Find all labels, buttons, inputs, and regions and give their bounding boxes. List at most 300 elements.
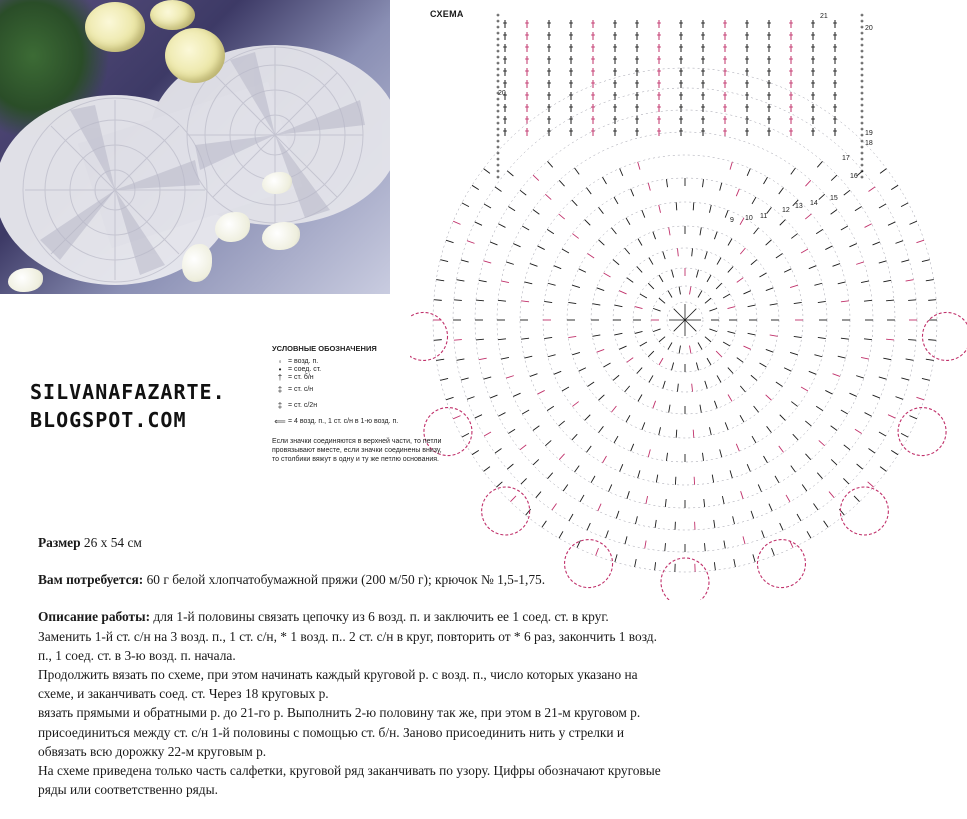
- stitch-mark: [588, 254, 595, 259]
- size-label: Размер: [38, 535, 81, 550]
- stitch-mark: [814, 283, 822, 285]
- stitch-mark: [614, 197, 618, 204]
- stitch-mark: [752, 436, 756, 443]
- stitch-mark: [615, 333, 623, 335]
- stitch-mark: [720, 183, 722, 191]
- stitch-mark: [547, 161, 552, 167]
- stitch-mark: [614, 436, 618, 443]
- stitch-mark: [728, 394, 732, 401]
- stitch-mark: [764, 177, 768, 184]
- stitch-mark: [457, 359, 465, 360]
- stitch-mark: [659, 205, 661, 213]
- stitch-mark: [479, 280, 487, 282]
- stitch-mark: [677, 384, 678, 392]
- stitch-mark: [646, 496, 648, 504]
- stitch-mark: [752, 197, 756, 204]
- stitch-mark: [784, 269, 791, 272]
- stitch-mark: [883, 280, 891, 282]
- stitch-mark: [879, 377, 887, 379]
- stitch-mark: [676, 430, 677, 438]
- chain-mark: [861, 134, 863, 136]
- stitch-mark: [857, 464, 863, 469]
- chain-mark: [861, 50, 863, 52]
- stitch-mark: [638, 162, 640, 170]
- stitch-mark: [533, 459, 539, 465]
- rose: [85, 2, 145, 52]
- stitch-mark: [928, 340, 936, 341]
- stitch-mark: [457, 280, 465, 281]
- crochet-chart: [410, 0, 967, 600]
- stitch-mark: [538, 246, 545, 250]
- stitch-mark: [559, 180, 564, 186]
- stitch-mark: [819, 194, 825, 199]
- stitch-mark: [559, 421, 565, 426]
- chain-mark: [861, 98, 863, 100]
- chain-mark: [861, 86, 863, 88]
- stitch-mark: [615, 305, 623, 307]
- stitch-mark: [895, 397, 903, 400]
- row-number-label: 20: [498, 90, 506, 97]
- stitch-mark: [542, 521, 547, 528]
- stitch-mark: [886, 300, 894, 301]
- row-number-label: 20: [865, 25, 873, 32]
- stitch-mark: [475, 222, 482, 225]
- stitch-mark: [638, 239, 642, 246]
- stitch-mark: [508, 206, 515, 210]
- work-line: вязать прямыми и обратными р. до 21-го р. Выполнить 2-ю половину так же, при этом в 21-м круговом р.: [38, 705, 641, 721]
- stitch-mark: [844, 445, 850, 450]
- stitch-mark: [501, 357, 509, 359]
- stitch-mark: [908, 300, 916, 301]
- stitch-mark: [520, 445, 526, 450]
- chain-mark: [497, 56, 499, 58]
- stitch-mark: [513, 393, 520, 396]
- stitch-mark: [579, 368, 586, 371]
- stitch-mark: [613, 375, 619, 380]
- stitch-mark: [759, 273, 766, 277]
- stitch-mark: [669, 405, 670, 413]
- chain-mark: [497, 128, 499, 130]
- stitch-mark: [861, 281, 869, 283]
- stitch-mark: [672, 270, 674, 278]
- stitch-mark: [620, 464, 623, 471]
- stitch-mark: [462, 203, 469, 207]
- stitch-mark: [666, 179, 667, 187]
- stitch-mark: [797, 514, 801, 521]
- stitch-mark: [533, 175, 539, 181]
- stitch-mark: [572, 434, 577, 440]
- row-number-label: 12: [782, 207, 790, 214]
- scallop-edge: [898, 408, 946, 456]
- stitch-mark: [801, 387, 808, 391]
- stitch-mark: [472, 450, 479, 454]
- row-number-label: 18: [865, 140, 873, 147]
- stitch-mark: [635, 331, 643, 333]
- stitch-mark: [864, 300, 872, 301]
- chain-icon: ◦: [278, 356, 282, 366]
- stitch-mark: [484, 467, 490, 472]
- row-number-label: 11: [760, 213, 768, 220]
- stitch-mark: [705, 337, 711, 342]
- stitch-mark: [649, 375, 653, 382]
- stitch-mark: [737, 358, 743, 363]
- stitch-mark: [611, 228, 616, 234]
- work-line: присоединиться между ст. с/н 1-й половины с помощью ст. б/н. Заново присоединить нить у стрелки и: [38, 724, 625, 740]
- chain-mark: [497, 134, 499, 136]
- stitch-mark: [767, 207, 772, 213]
- stitch-mark: [548, 283, 556, 285]
- stitch-mark: [861, 357, 869, 359]
- stitch-mark: [831, 459, 837, 465]
- stitch-mark: [562, 249, 569, 253]
- stitch-mark: [766, 288, 774, 291]
- materials-label: Вам потребуется:: [38, 572, 144, 588]
- stitch-mark: [838, 282, 846, 284]
- work-line: схеме, и заканчивать соед. ст. Через 18 круговых р.: [38, 686, 329, 702]
- stitch-mark: [547, 406, 554, 410]
- stitch-mark: [679, 287, 680, 295]
- stitch-mark: [611, 406, 616, 412]
- chain-mark: [497, 14, 499, 16]
- legend-item: • = соед. ст.: [272, 365, 447, 373]
- pattern-description: [38, 533, 778, 799]
- blog-watermark: [30, 378, 226, 434]
- row-number-label: 14: [810, 200, 818, 207]
- stitch-mark: [767, 426, 772, 432]
- stitch-mark: [690, 287, 691, 295]
- stitch-mark: [484, 432, 491, 436]
- stitch-mark: [598, 504, 601, 511]
- stitch-mark: [709, 329, 717, 332]
- stitch-mark: [816, 229, 823, 233]
- chain-mark: [497, 164, 499, 166]
- stitch-mark: [849, 393, 856, 396]
- stitch-mark: [603, 456, 607, 463]
- stitch-mark: [436, 280, 444, 281]
- stitch-mark: [585, 415, 591, 421]
- stitch-mark: [794, 302, 802, 303]
- stitch-mark: [922, 260, 930, 262]
- stitch-mark: [490, 395, 497, 398]
- row-number-label: 19: [865, 130, 873, 137]
- scallop-edge: [840, 487, 888, 535]
- stitch-mark: [816, 406, 823, 410]
- stitch-mark: [653, 308, 661, 311]
- stitch-mark: [817, 473, 822, 479]
- stitch-mark: [849, 244, 856, 247]
- stitch-mark: [901, 260, 909, 262]
- stitch-mark: [709, 427, 711, 435]
- chain-mark: [861, 110, 863, 112]
- stitch-mark: [666, 453, 667, 461]
- stitch-mark: [597, 288, 605, 291]
- work-line: Продолжить вязать по схеме, при этом начинать каждый круговой р. с возд. п., число которых указано на: [38, 667, 638, 683]
- stitch-mark: [754, 406, 759, 412]
- stitch-mark: [868, 448, 875, 453]
- work-line: [38, 607, 778, 626]
- stitch-mark: [547, 229, 554, 233]
- chain-mark: [861, 56, 863, 58]
- stitch-mark: [747, 168, 750, 175]
- stitch-mark: [533, 209, 539, 214]
- chain-mark: [497, 176, 499, 178]
- stitch-mark: [586, 446, 591, 452]
- chain-mark: [497, 74, 499, 76]
- stitch-mark: [598, 240, 604, 245]
- stitch-mark: [809, 266, 816, 269]
- stitch-mark: [807, 531, 811, 538]
- stitch-mark: [599, 426, 604, 432]
- stitch-mark: [819, 440, 825, 445]
- stitch-mark: [635, 516, 637, 524]
- stitch-mark: [759, 363, 766, 367]
- work-line: обвязать всю дорожку 22-м круговым р.: [38, 743, 267, 759]
- stitch-mark: [928, 300, 936, 301]
- stitch-mark: [829, 492, 834, 498]
- stitch-mark: [679, 346, 680, 354]
- stitch-mark: [707, 358, 711, 365]
- stitch-mark: [545, 440, 551, 445]
- double-crochet-icon: ‡: [277, 384, 283, 394]
- stitch-mark: [620, 168, 623, 175]
- stitch-mark: [498, 224, 505, 228]
- stitch-mark: [841, 226, 848, 230]
- chain-mark: [861, 68, 863, 70]
- chain-mark: [497, 86, 499, 88]
- stitch-mark: [831, 209, 837, 214]
- chain-mark: [861, 32, 863, 34]
- chain-mark: [861, 164, 863, 166]
- chain-mark: [861, 14, 863, 16]
- chain-mark: [497, 26, 499, 28]
- chain-mark: [861, 152, 863, 154]
- stitch-mark: [873, 395, 880, 398]
- stitch-mark: [659, 427, 661, 435]
- chain-mark: [497, 80, 499, 82]
- stitch-mark: [506, 376, 514, 378]
- stitch-mark: [603, 177, 607, 184]
- stitch-mark: [728, 331, 736, 333]
- stitch-mark: [665, 499, 666, 507]
- stitch-mark: [725, 422, 728, 429]
- stitch-mark: [818, 337, 826, 338]
- stitch-mark: [625, 248, 630, 254]
- stitch-mark: [533, 426, 539, 431]
- stitch-mark: [648, 449, 650, 457]
- stitch-mark: [495, 448, 502, 453]
- stitch-mark: [805, 421, 811, 426]
- row-number-label: 13: [795, 203, 803, 210]
- chain-mark: [497, 170, 499, 172]
- stitch-mark: [544, 301, 552, 302]
- stitch-mark: [714, 232, 717, 240]
- work-line: п., 1 соед. ст. в 3-ю возд. п. начала.: [38, 647, 236, 663]
- stitch-mark: [627, 491, 629, 499]
- stitch-mark: [522, 410, 529, 414]
- stitch-mark: [501, 281, 509, 283]
- stitch-mark: [616, 511, 619, 519]
- center-mark: [674, 320, 685, 331]
- size-line: [38, 533, 778, 552]
- stitch-mark: [766, 349, 774, 352]
- stitch-mark: [805, 454, 810, 460]
- stitch-mark: [838, 356, 846, 358]
- stitch-mark: [626, 218, 630, 225]
- stitch-mark: [879, 432, 886, 436]
- stitch-mark: [692, 384, 693, 392]
- stitch-mark: [648, 351, 654, 357]
- stitch-mark: [552, 503, 557, 510]
- stitch-mark: [779, 446, 784, 452]
- stitch-mark: [906, 280, 914, 281]
- chain-mark: [861, 176, 863, 178]
- stitch-mark: [498, 413, 505, 417]
- stitch-mark: [693, 430, 694, 438]
- stitch-mark: [873, 242, 880, 245]
- stitch-mark: [879, 261, 887, 263]
- stitch-mark: [434, 340, 442, 341]
- stitch-mark: [668, 343, 672, 350]
- stitch-mark: [758, 484, 761, 491]
- stitch-mark: [728, 307, 736, 309]
- stitch-mark: [916, 240, 924, 243]
- stitch-mark: [841, 301, 849, 302]
- stitch-mark: [751, 511, 754, 519]
- chain-mark: [861, 104, 863, 106]
- stitch-mark: [572, 234, 578, 239]
- stitch-mark: [548, 355, 556, 357]
- stitch-mark: [908, 340, 916, 341]
- stitch-mark: [791, 402, 797, 407]
- stitch-mark: [891, 185, 898, 189]
- stitch-mark: [461, 260, 469, 262]
- row-number-label: 10: [745, 215, 753, 222]
- legend-item: ⟸ = 4 возд. п., 1 ст. с/н в 1-ю возд. п.: [272, 413, 447, 429]
- stitch-mark: [627, 278, 633, 283]
- stitch-mark: [707, 275, 711, 282]
- stitch-mark: [588, 382, 595, 387]
- stitch-mark: [591, 476, 595, 483]
- stitch-mark: [743, 291, 750, 294]
- stitch-mark: [833, 264, 841, 267]
- stitch-mark: [833, 374, 841, 377]
- chain-mark: [497, 110, 499, 112]
- stitch-mark: [484, 261, 492, 263]
- stitch-mark: [696, 363, 698, 371]
- stitch-mark: [790, 352, 798, 354]
- single-crochet-icon: †: [277, 372, 283, 382]
- chart-diagram: [410, 0, 967, 600]
- chain-mark: [497, 140, 499, 142]
- stitch-mark: [498, 339, 506, 340]
- stitch-mark: [865, 224, 872, 228]
- chain-mark: [497, 44, 499, 46]
- stitch-mark: [802, 485, 807, 492]
- materials-value: 60 г белой хлопчатобумажной пряжи (200 м/50 г); крючок № 1,5-1,75.: [143, 572, 546, 588]
- stitch-mark: [786, 495, 790, 502]
- stitch-mark: [736, 189, 739, 196]
- stitch-mark: [597, 349, 605, 352]
- stitch-mark: [926, 280, 934, 281]
- stitch-mark: [507, 464, 513, 469]
- stitch-mark: [506, 262, 514, 264]
- chain-mark: [497, 98, 499, 100]
- chain-mark: [497, 50, 499, 52]
- stitch-mark: [625, 386, 630, 392]
- stitch-mark: [776, 382, 783, 387]
- stitch-mark: [453, 416, 460, 419]
- stitch-mark: [854, 496, 860, 502]
- work-line: ряды или соответственно ряды.: [38, 782, 218, 798]
- stitch-mark: [716, 283, 722, 289]
- chain-mark: [497, 104, 499, 106]
- stitch-mark: [569, 514, 573, 521]
- stitch-mark: [901, 203, 908, 207]
- arrow-icon: ⟸: [274, 416, 286, 426]
- stitch-mark: [454, 300, 462, 301]
- stitch-mark: [740, 218, 744, 225]
- stitch-mark: [716, 351, 722, 357]
- stitch-mark: [484, 377, 492, 379]
- stitch-mark: [841, 410, 848, 414]
- chain-mark: [497, 68, 499, 70]
- stitch-mark: [751, 375, 757, 380]
- stitch-mark: [728, 368, 733, 374]
- stitch-mark: [498, 300, 506, 301]
- chain-mark: [861, 122, 863, 124]
- chain-mark: [497, 20, 499, 22]
- stitch-mark: [510, 496, 516, 502]
- stitch-mark: [824, 521, 829, 528]
- chain-mark: [497, 38, 499, 40]
- stitch-mark: [730, 162, 732, 170]
- stitch-mark: [717, 375, 721, 382]
- stitch-mark: [613, 260, 619, 265]
- stitch-mark: [587, 523, 590, 530]
- stitch-mark: [766, 240, 772, 245]
- chain-mark: [497, 122, 499, 124]
- stitch-mark: [568, 302, 576, 303]
- stitch-mark: [805, 214, 811, 219]
- chain-mark: [861, 38, 863, 40]
- stitch-mark: [538, 390, 545, 394]
- stitch-mark: [648, 283, 654, 289]
- stitch-mark: [530, 264, 538, 267]
- stitch-mark: [865, 413, 872, 417]
- stitch-mark: [467, 241, 475, 244]
- stitch-mark: [692, 248, 693, 256]
- stitch-mark: [779, 188, 784, 194]
- stitch-mark: [751, 260, 757, 265]
- legend: [272, 344, 447, 464]
- chain-mark: [497, 32, 499, 34]
- stitch-mark: [626, 415, 630, 422]
- stitch-mark: [728, 266, 733, 272]
- stitch-mark: [702, 453, 703, 461]
- stitch-mark: [717, 258, 721, 265]
- materials-line: [38, 570, 778, 589]
- stitch-mark: [507, 171, 513, 176]
- legend-item: ‡ = ст. с/н: [272, 381, 447, 397]
- stitch-mark: [831, 426, 837, 431]
- stitch-mark: [805, 180, 810, 186]
- stitch-mark: [579, 269, 586, 272]
- stitch-mark: [770, 304, 778, 305]
- stitch-mark: [476, 300, 484, 301]
- stitch-mark: [484, 204, 491, 208]
- chain-mark: [497, 62, 499, 64]
- stitch-mark: [843, 478, 849, 484]
